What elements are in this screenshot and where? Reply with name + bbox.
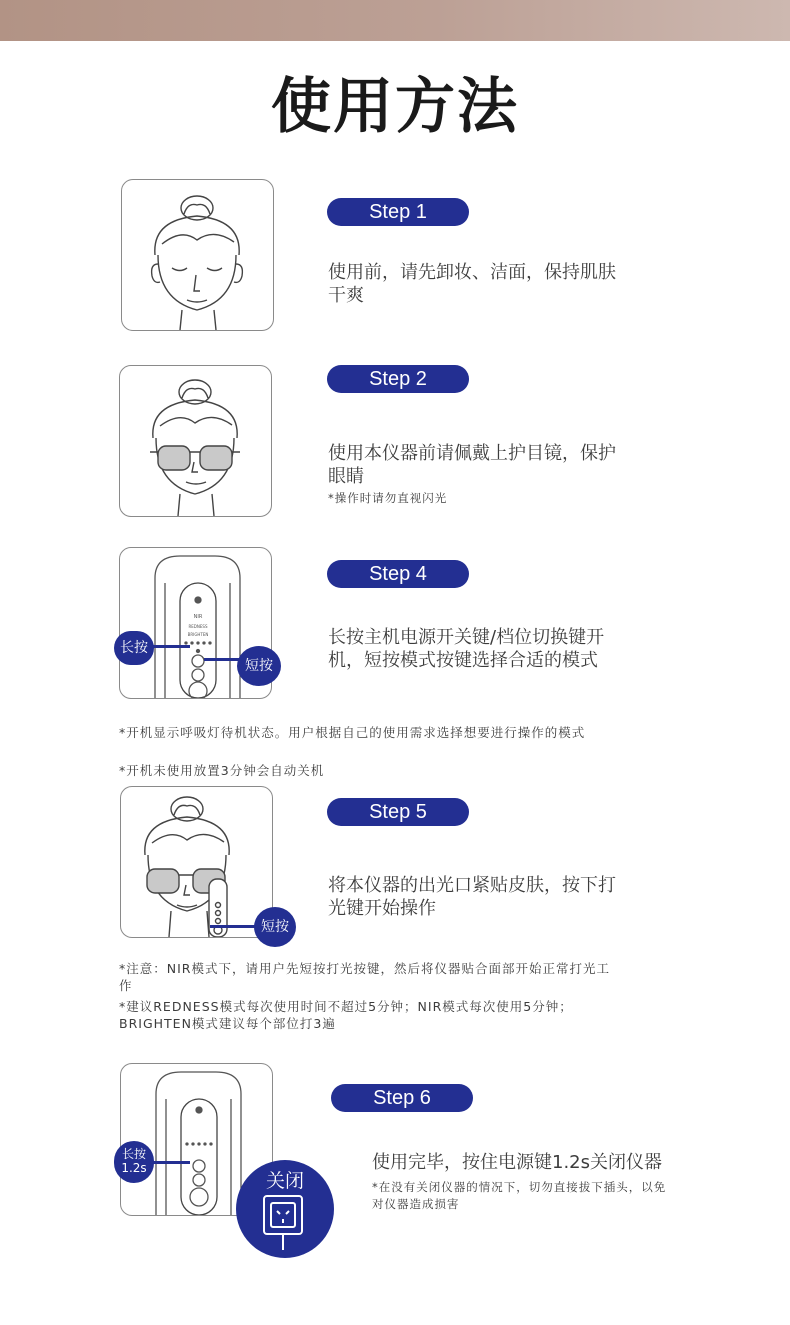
step1-badge: Step 1 (327, 198, 469, 226)
power-socket-icon (260, 1192, 310, 1252)
step4-note-1: *开机显示呼吸灯待机状态。用户根据自己的使用需求选择想要进行操作的模式 (119, 725, 586, 740)
step4-short-press-badge (237, 646, 281, 686)
step6-long-press-badge (114, 1141, 154, 1183)
step4-long-press-label: 长按 (120, 640, 148, 656)
step4-badge: Step 4 (327, 560, 469, 588)
power-off-badge (236, 1160, 334, 1258)
step5-illustration (120, 786, 273, 938)
step5-badge: Step 5 (327, 798, 469, 826)
step6-text: 使用完毕，按住电源键1.2s关闭仪器 (372, 1152, 663, 1173)
step5-text: 将本仪器的出光口紧贴皮肤，按下打光键开始操作 (328, 875, 616, 919)
step1-text: 使用前，请先卸妆、洁面，保持肌肤干爽 (328, 262, 616, 306)
device-brand-label: NIR (193, 614, 203, 620)
step5-short-press-arrow (210, 925, 256, 928)
top-banner (0, 0, 790, 41)
step4-long-press-badge (114, 631, 154, 665)
step5-short-press-label: 短按 (261, 919, 289, 935)
step2-note: *操作时请勿直视闪光 (328, 491, 448, 505)
step1-illustration (121, 179, 274, 331)
step2-badge: Step 2 (327, 365, 469, 393)
step6-long-press-time: 1.2s (121, 1161, 147, 1175)
step4-short-press-label: 短按 (245, 658, 273, 674)
step6-long-press-arrow (150, 1161, 190, 1164)
step6-badge: Step 6 (331, 1084, 473, 1112)
step2-illustration (119, 365, 272, 517)
step6-long-press-label: 长按 (121, 1147, 146, 1161)
step5-note-2: *建议REDNESS模式每次使用时间不超过5分钟；NIR模式每次使用5分钟；BRIGHTEN模式建议每个部位打3遍 (119, 999, 573, 1031)
device-mode2-label: BRIGHTEN (187, 632, 209, 637)
step4-text: 长按主机电源开关键/档位切换键开机，短按模式按键选择合适的模式 (328, 627, 605, 671)
step5-short-press-badge (254, 907, 296, 947)
step4-note-2: *开机未使用放置3分钟会自动关机 (119, 763, 325, 778)
page-title: 使用方法 (271, 72, 519, 142)
step2-text: 使用本仪器前请佩戴上护目镜，保护眼睛 (328, 443, 616, 487)
device-mode1-label: REDNESS (188, 624, 208, 629)
step5-note-1: *注意：NIR模式下，请用户先短按打光按键，然后将仪器贴合面部开始正常打光工作 (119, 961, 610, 993)
power-off-label: 关闭 (265, 1170, 304, 1192)
step6-note: *在没有关闭仪器的情况下，切勿直接拔下插头，以免对仪器造成损害 (372, 1180, 667, 1211)
